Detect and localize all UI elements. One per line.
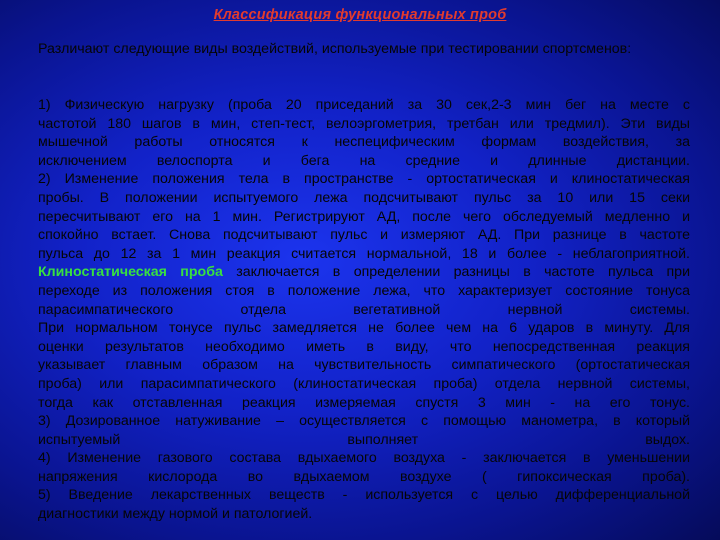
text-line-11: переходе из положения стоя в положение лежа, что характеризует состояние тонуса: [38, 282, 690, 299]
text-line-8: спокойно встает. Снова подсчитывают пульс и измеряют АД. При разнице в частоте: [38, 227, 690, 244]
highlight-term: Клиностатическая проба: [38, 264, 223, 281]
text-line-23: диагностики между нормой и патологией.: [38, 506, 313, 523]
intro-paragraph: Различают следующие виды воздействий, используемые при тестировании спортсменов:: [38, 41, 632, 57]
text-line-22: 5) Введение лекарственных веществ - используется с целью дифференциальной: [38, 487, 690, 504]
text-line-13: При нормальном тонусе пульс замедляется не более чем на 6 ударов в минуту. Для: [38, 320, 690, 337]
slide-title: Классификация функциональных проб: [213, 7, 507, 23]
text-line-1: 1) Физическую нагрузку (проба 20 приседаний за 30 сек,2-3 мин бег на месте с: [38, 97, 690, 113]
text-line-12: парасимпатического отдела вегетативной нервной системы.: [38, 301, 690, 318]
body-text: [38, 96, 690, 524]
text-line-10: [38, 263, 690, 282]
text-line-15: указывает главным образом на чувствительность симпатического (ортостатическая: [38, 357, 690, 374]
text-line-2: частотой 180 шагов в мин, степ-тест, велоэргометрия, третбан или тредмил). Эти виды: [38, 115, 690, 132]
text-line-6: пробы. В положении испытуемого лежа подсчитывают пульс за 10 или 15 секи: [38, 189, 690, 206]
text-line-9: пульса до 12 за 1 мин реакция считается нормальной, 18 и более - неблагоприятной.: [38, 245, 690, 262]
text-line-7: пересчитывают его на 1 мин. Регистрируют АД, после чего обследуемый медленно и: [38, 208, 690, 225]
text-line-16: проба) или парасимпатического (клиностатическая проба) отдела нервной системы,: [38, 375, 690, 392]
highlight-rest: заключается в определении разницы в частоте пульса при: [222, 264, 690, 281]
text-line-14: оценки результатов необходимо иметь в виду, что непосредственная реакция: [38, 338, 690, 355]
text-line-17: тогда как отставленная реакция измеряемая спустя 3 мин - на его тонус.: [38, 394, 690, 411]
text-line-3: мышечной работы относятся к неспецифическим формам воздействия, за: [38, 134, 690, 151]
text-line-5: 2) Изменение положения тела в пространстве - ортостатическая и клиностатическая: [38, 171, 690, 188]
text-line-4: исключением велоспорта и бега на средние и длинные дистанции.: [38, 152, 690, 169]
text-line-21: напряжения кислорода во вдыхаемом воздухе ( гипоксическая проба).: [38, 468, 690, 485]
text-line-19: испытуемый выполняет выдох.: [38, 431, 690, 448]
text-line-18: 3) Дозированное натуживание – осуществляется с помощью манометра, в который: [38, 413, 690, 430]
text-line-20: 4) Изменение газового состава вдыхаемого воздуха - заключается в уменьшении: [38, 450, 690, 467]
